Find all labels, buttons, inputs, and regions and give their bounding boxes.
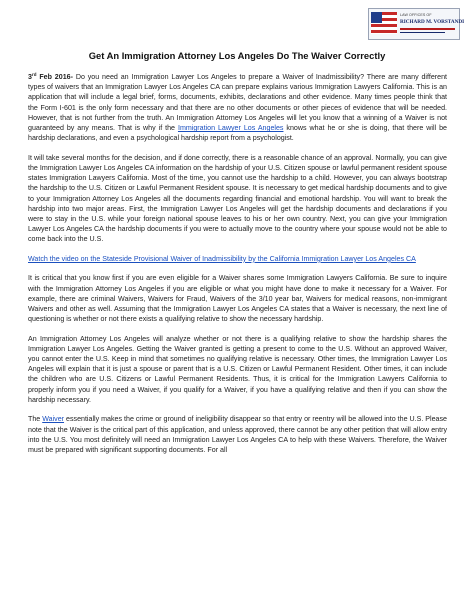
paragraph-qualifying-relative: An Immigration Attorney Los Angeles will analyze whether or not there is a qualifying relative to show the hardship shares the Immigration Lawyer Los Angeles. Getting the Waiver granted is getting a present to come to the U.S. Without an approved Waiver, you cannot enter the U.S. Keep in mind that sometimes no qualifying relative is necessary. Other times, the Immigration Lawyer Los Angeles will explain that it is just a spouse or parent that is a U.S. Citizen or Lawful Permanent Resident. Other times, it can include the children who are U.S. Citizens or Lawful Permanent Residents. Thus, it is critical for the Immigration Lawyers California to properly inform you if you need a Waiver, if you qualify for a Waiver, if you have a qualifying relative and then if you can show the hardship necessary. [28,334,447,404]
date-day: 3 [28,73,32,81]
publish-date [28,73,73,81]
american-flag-icon [371,12,397,34]
video-paragraph [28,254,447,264]
immigration-lawyer-link[interactable]: Immigration Lawyer Los Angeles [177,124,284,133]
paragraph-hardship: It will take several months for the decision, and if done correctly, there is a reasonable chance of an approval. Normally, you can give the Immigration Lawyer Los Angeles CA information on the hardship of your U.S. Citizen spouse or lawful permanent resident spouse states Immigration Lawyers California. Most of the time, you cannot use the hardship to a child. However, you can always bootstrap the hardship to the U.S. Citizen or Lawful Permanent Resident spouse. It is necessary to get medical hardship documents and to give to your Immigration Attorney Los Angeles all the documents regarding financial and emotional hardship. You will want to break the hardship into two major areas. First, the Immigration Lawyer Los Angeles will get the hardship documents and declarations if you were to stay in the U.S. while your foreign national spouse leaves to his or her own country. Next, you can give your Immigration Lawyer Los Angeles CA the hardship documents if you were to actually move to the country where your spouse would not be able to come back into the U.S. [28,153,447,244]
paragraph-waiver [28,414,447,455]
date-rest: Feb 2016- [36,73,73,81]
date-suffix: rd [31,72,37,77]
logo-text-line1: LAW OFFICES OF [400,13,432,17]
law-office-logo [368,8,465,40]
paragraph-intro-text-a: Do you need an Immigration Lawyer Los Angeles to prepare a Waiver of Inadmissibility? There are many different types of waivers that an Immigration Lawyer Los Angeles CA can prepare explains various Immigration Lawyers California. This is an application that will include a legal brief, forms, documents, exhibits, declarations and other evidence. Many times people think that the Form I-601 is the only form necessary and that there are no other documents or other pieces of evidence that will be needed. However, that is not further from the truth. An Immigration Attorney Los Angeles will let you know that a winning of a Waiver is not guaranteed by any means. That is why if the [28,73,447,133]
paragraph-intro [28,72,447,143]
paragraph-eligibility: It is critical that you know first if you are even eligible for a Waiver shares some Immigration Lawyers California. Be sure to inquire with the Immigration Attorney Los Angeles if you are eligible or what you might have done to make it necessary for a Waiver. For example, there are criminal Waivers, Waivers for Fraud, Waivers of the 3/10 year bar, Waivers for medical reasons, non-immigrant Waivers and other as well. Assuming that the Immigration Lawyer Los Angeles CA states that a Waiver is necessary, the next line of questioning is whether or not there exists a qualifying relative to show the necessary hardship. [28,274,447,324]
paragraph-waiver-text-b: essentially makes the crime or ground of ineligibility disappear so that entry or reentry will be allowed into the U.S. Please note that the Waiver is the critical part of this application, and unless approved, there cannot be any other petition that will allow entry into the U.S. You most definitely will need an Immigration Lawyer Los Angeles CA to help with these Waivers. Therefore, the Waiver must be prepared with significant supporting documents. For all [28,415,447,454]
logo-text-line2: RICHARD M. VORSTANDI [400,19,465,25]
paragraph-intro-text-b: knows what he or she is doing, that there will be hardship declarations, and even a psychological hardship report from a psychologist. [28,124,447,143]
logo-divider [400,28,455,30]
page-title: Get An Immigration Attorney Los Angeles Do The Waiver Correctly [88,50,386,61]
paragraph-waiver-text-a: The [28,415,43,424]
logo-divider-secondary [400,32,445,33]
video-link[interactable]: Watch the video on the Stateside Provisional Waiver of Inadmissibility by the California Immigration Lawyer Los Angeles CA [28,254,416,263]
waiver-link[interactable]: Waiver [42,415,65,424]
article-body [28,72,447,464]
